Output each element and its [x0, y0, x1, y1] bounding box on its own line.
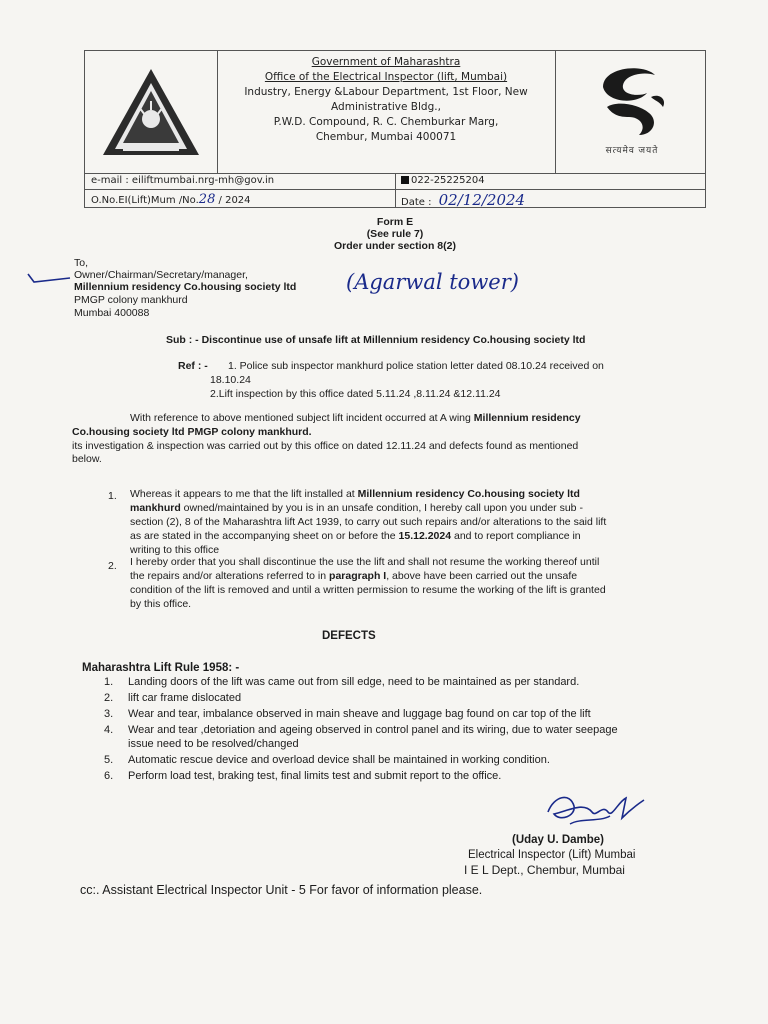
- compound-line: P.W.D. Compound, R. C. Chemburkar Marg,: [273, 116, 499, 128]
- clause-1-line-4: [130, 530, 581, 543]
- item-number: 4.: [104, 724, 114, 736]
- clause-text: the repairs and/or alterations referred to in: [130, 570, 330, 582]
- city-line: Chembur, Mumbai 400071: [315, 131, 457, 143]
- intro-line-3: its investigation & inspection was carried out by this office on dated 12.11.24 and defects found as mentioned: [72, 440, 579, 452]
- defects-heading: DEFECTS: [322, 630, 376, 642]
- phone-line: [401, 175, 485, 186]
- clause-paragraph-ref: paragraph I: [329, 570, 387, 582]
- intro-line-1: [130, 412, 581, 425]
- list-item: [104, 676, 579, 689]
- clause-1-line-5: writing to this office: [130, 544, 220, 556]
- clause-society: Millennium residency Co.housing society ltd: [357, 488, 580, 500]
- to-colony: PMGP colony mankhurd: [74, 294, 188, 306]
- intro-text: With reference to above mentioned subject lift incident occurred at A wing: [130, 412, 474, 424]
- form-title: Form E: [376, 216, 414, 228]
- clause-2-line-4: by this office.: [130, 598, 192, 610]
- clause-text: and to report compliance in: [451, 530, 581, 542]
- phone-number: 022-25225204: [411, 175, 485, 186]
- item-text: Wear and tear, imbalance observed in main sheave and luggage bag found on car top of the lift: [128, 708, 591, 720]
- ref-item-1: 1. Police sub inspector mankhurd police station letter dated 08.10.24 received on: [228, 360, 604, 372]
- emblem-caption: सत्यमेव जयते: [605, 145, 659, 155]
- outward-prefix: O.No.EI(Lift)Mum /No.: [91, 195, 199, 206]
- to-city: Mumbai 400088: [74, 307, 150, 319]
- clause-text: as are stated in the accompanying sheet on or before the: [130, 530, 399, 542]
- building-line: Administrative Bldg.,: [331, 101, 441, 113]
- clause-2-line-2: [130, 570, 577, 583]
- ref-label: Ref : -: [178, 360, 208, 372]
- clause-1-line-1: [130, 488, 580, 501]
- handwritten-tower-note: (Agarwal tower): [346, 270, 519, 294]
- form-order: Order under section 8(2): [334, 240, 456, 252]
- to-society: Millennium residency Co.housing society ltd: [74, 281, 297, 293]
- phone-square-icon: [401, 176, 409, 184]
- clause-location: mankhurd: [130, 502, 181, 514]
- list-item: [104, 708, 591, 721]
- maharashtra-swirl-logo-icon: [563, 57, 699, 141]
- inspectorate-triangle-emblem-icon: [97, 63, 205, 163]
- intro-society: Millennium residency: [473, 412, 581, 424]
- form-rule: (See rule 7): [366, 228, 424, 240]
- item-text: Automatic rescue device and overload device shall be maintained in working condition.: [128, 754, 550, 766]
- item-text: lift car frame dislocated: [128, 692, 242, 704]
- item-number: 3.: [104, 708, 114, 720]
- list-item: [104, 770, 501, 783]
- date-label: Date :: [401, 197, 432, 208]
- email-line: e-mail : eiliftmumbai.nrg-mh@gov.in: [91, 175, 275, 186]
- item-text: Wear and tear ,detoriation and ageing observed in control panel and its wiring, due to water seepage: [128, 724, 618, 736]
- subject-line: Sub : - Discontinue use of unsafe lift at Millennium residency Co.housing society ltd: [166, 334, 586, 346]
- defects-rule: Maharashtra Lift Rule 1958: -: [82, 662, 240, 674]
- clause-2-number: 2.: [108, 560, 117, 572]
- clause-2-line-1: I hereby order that you shall discontinue the use the lift and shall not resume the working thereof until: [130, 556, 600, 568]
- list-item: [104, 724, 618, 737]
- clause-2-line-3: condition of the lift is removed and until a written permission to resume the working of the lift is granted: [130, 584, 606, 596]
- list-item: [104, 692, 241, 705]
- outward-number: [91, 192, 251, 207]
- date-line: [401, 191, 525, 209]
- date-handwritten-value: 02/12/2024: [438, 191, 526, 209]
- clause-1-line-3: section (2), 8 of the Maharashtra lift Act 1939, to carry out such repairs and/or alterations to the said lift: [130, 516, 607, 528]
- intro-line-4: below.: [72, 453, 102, 465]
- item-text: Perform load test, braking test, final limits test and submit report to the office.: [128, 770, 502, 782]
- outward-year: / 2024: [218, 195, 251, 206]
- item-number: 1.: [104, 676, 114, 688]
- ref-item-1-date: 18.10.24: [210, 374, 251, 386]
- clause-1-line-2: [130, 502, 583, 515]
- ref-item-2: 2.Lift inspection by this office dated 5.11.24 ,8.11.24 &12.11.24: [210, 388, 501, 400]
- cc-line: cc:. Assistant Electrical Inspector Unit - 5 For favor of information please.: [80, 883, 483, 897]
- clause-text: Whereas it appears to me that the lift installed at: [130, 488, 358, 500]
- item-number: 5.: [104, 754, 114, 766]
- signatory-title: Electrical Inspector (Lift) Mumbai: [468, 849, 636, 861]
- signatory-name: (Uday U. Dambe): [512, 834, 605, 846]
- clause-text: , above have been carried out the unsafe: [386, 570, 578, 582]
- department-line: Industry, Energy &Labour Department, 1st Floor, New: [244, 86, 528, 98]
- clause-deadline: 15.12.2024: [398, 530, 452, 542]
- letterhead: [84, 50, 706, 208]
- office-name: Office of the Electrical Inspector (lift, Mumbai): [264, 71, 508, 83]
- to-designation: Owner/Chairman/Secretary/manager,: [74, 269, 248, 281]
- office-address: [225, 55, 547, 145]
- item-text: Landing doors of the lift was came out from sill edge, need to be maintained as per standard.: [128, 676, 580, 688]
- govt-name: Government of Maharashtra: [311, 56, 461, 68]
- clause-1-number: 1.: [108, 490, 117, 502]
- item-number: 6.: [104, 770, 114, 782]
- list-item: [104, 754, 550, 767]
- signatory-dept: I E L Dept., Chembur, Mumbai: [464, 863, 625, 877]
- list-item-continuation: issue need to be resolved/changed: [128, 738, 299, 750]
- intro-line-2: Co.housing society ltd PMGP colony mankhurd.: [72, 426, 312, 438]
- clause-text: owned/maintained by you is in an unsafe condition, I hereby call upon you under sub -: [180, 502, 583, 514]
- pen-tick-mark-icon: [26, 266, 72, 286]
- to-label: To,: [74, 257, 89, 269]
- maharashtra-logo: [563, 57, 699, 169]
- outward-handwritten-number: 28: [198, 192, 216, 207]
- handwritten-signature: [540, 782, 650, 836]
- item-number: 2.: [104, 692, 114, 704]
